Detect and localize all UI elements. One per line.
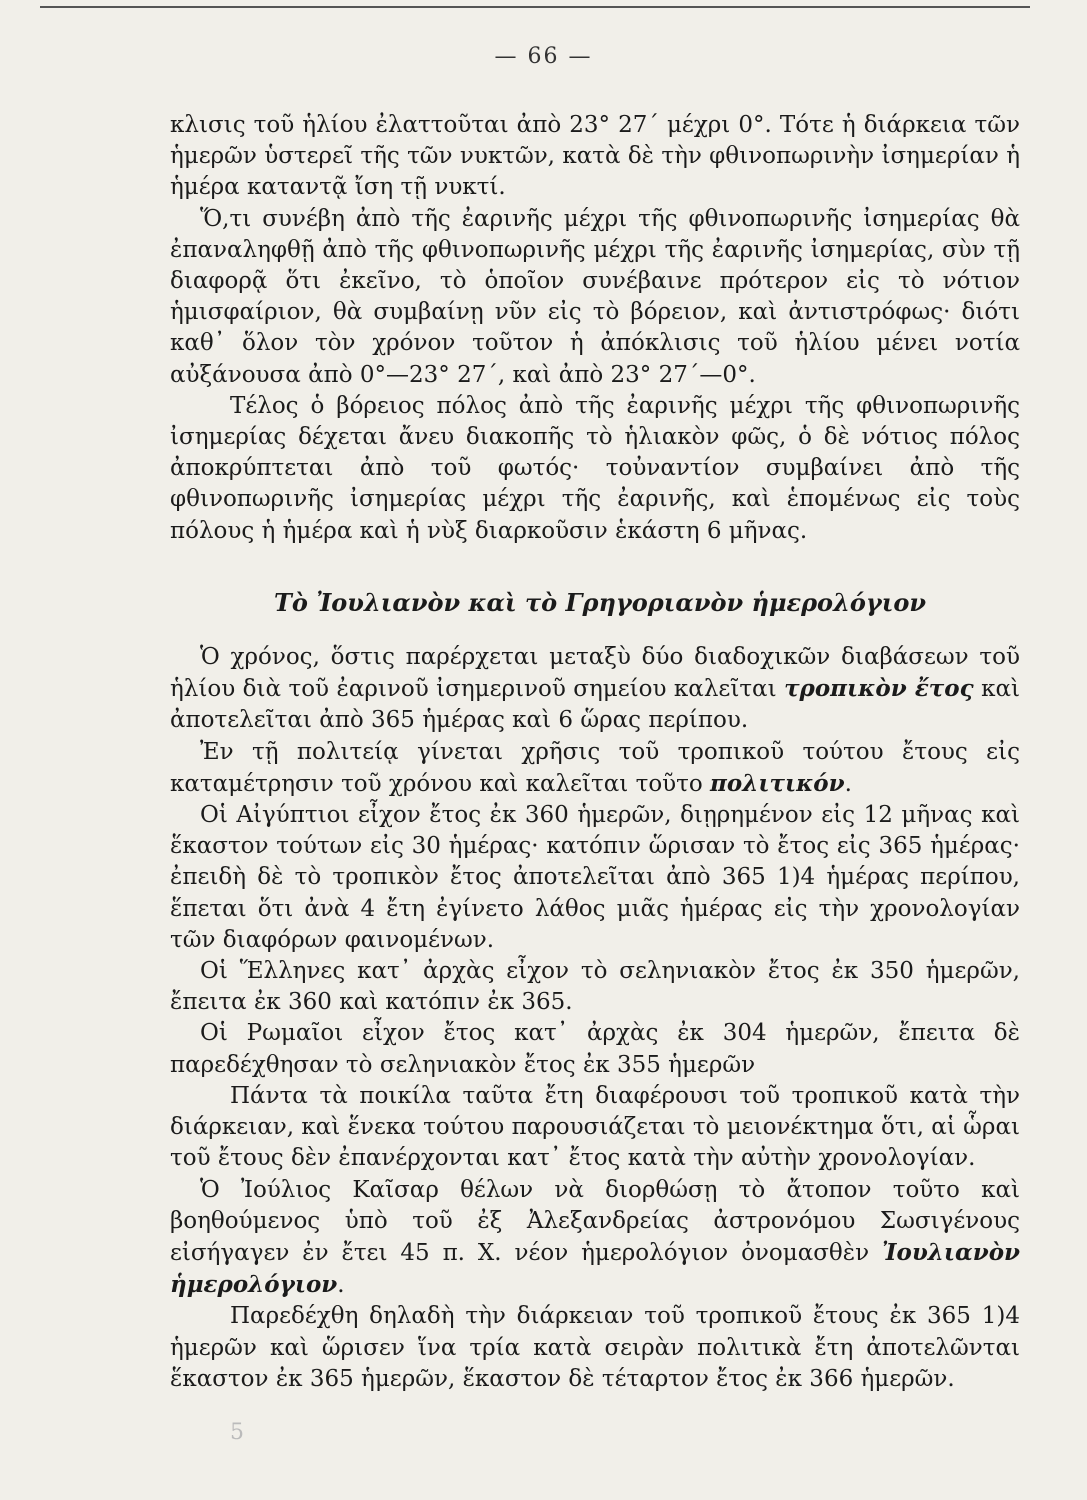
tropical-text-after: καὶ ἀποτελεῖται ἀπὸ 365 ἡμέρας καὶ 6 ὥρας περίπου. <box>170 676 1020 734</box>
page-body <box>170 110 1020 1395</box>
paragraph-poles: Τέλος ὁ βόρειος πόλος ἀπὸ τῆς ἐαρινῆς μέχρι τῆς φθινοπωρινῆς ἰσημερίας δέχεται ἄνευ διακοπῆς τὸ ἡλιακὸν φῶς, ὁ δὲ νότιος πόλος ἀποκρύπτεται ἀπὸ τοῦ φωτός· τοὐναντίον συμβαίνει ἀπὸ τῆς φθινοπωρινῆς ἰσημερίας μέχρι τῆς ἐαρινῆς, καὶ ἑπομένως εἰς τοὺς πόλους ἡ ἡμέρα καὶ ἡ νὺξ διαρκοῦσιν ἑκάστη 6 μῆνας. <box>170 392 1020 544</box>
civil-year-term: πολιτικόν <box>710 769 845 797</box>
paragraph-leap-years: Παρεδέχθη δηλαδὴ τὴν διάρκειαν τοῦ τροπικοῦ ἔτους ἐκ 365 1)4 ἡμερῶν καὶ ὥρισεν ἵνα τρία κατὰ σειρὰν πολιτικὰ ἔτη ἀποτελῶνται ἕκαστον ἐκ 365 ἡμερῶν, ἕκαστον δὲ τέταρτον ἔτος ἐκ 366 ἡμερῶν. <box>170 1303 1020 1392</box>
section-heading: Τὸ Ἰουλιανὸν καὶ τὸ Γρηγοριανὸν ἡμερολόγιον <box>273 587 927 617</box>
paragraph-civil-year <box>170 737 1020 800</box>
page-top-rule <box>40 0 1030 8</box>
paragraph-tropical-year <box>170 642 1020 737</box>
julian-calendar-term: Ἰουλιανὸν ἡμερολόγιον <box>170 1238 1020 1299</box>
tropical-text-before: Ὁ χρόνος, ὅστις παρέρχεται μεταξὺ δύο διαδοχικῶν διαβάσεων τοῦ ἡλίου διὰ τοῦ ἐαρινοῦ ἰσημερινοῦ σημείου καλεῖται <box>170 644 1020 703</box>
paragraph-declination: κλισις τοῦ ἡλίου ἐλαττοῦται ἀπὸ 23° 27΄ μέχρι 0°. Τότε ἡ διάρκεια τῶν ἡμερῶν ὑστερεῖ τῆς τῶν νυκτῶν, κατὰ δὲ τὴν φθινοπωρινὴν ἰσημερίαν ἡ ἡμέρα καταντᾷ ἴση τῇ νυκτί. <box>170 112 1020 201</box>
paragraph-equinox-repeat: Ὅ,τι συνέβη ἀπὸ τῆς ἐαρινῆς μέχρι τῆς φθινοπωρινῆς ἰσημερίας θὰ ἐπαναληφθῇ ἀπὸ τῆς φθινοπωρινῆς μέχρι τῆς ἐαρινῆς ἰσημερίας, σὺν τῇ διαφορᾷ ὅτι ἐκεῖνο, τὸ ὁποῖον συνέβαινε πρότερον εἰς τὸ νότιον ἡμισφαίριον, θὰ συμβαίνῃ νῦν εἰς τὸ βόρειον, καὶ ἀντιστρόφως· διότι καθ᾽ ὅλον τὸν χρόνον τοῦτον ἡ ἀπόκλισις τοῦ ἡλίου μένει νοτία αὐξάνουσα ἀπὸ 0°—23° 27΄, καὶ ἀπὸ 23° 27΄—0°. <box>170 205 1020 388</box>
page-number: — 66 — <box>494 44 593 69</box>
julian-text-before: Ὁ Ἰούλιος Καῖσαρ θέλων νὰ διορθώσῃ τὸ ἄτοπον τοῦτο καὶ βοηθούμενος ὑπὸ τοῦ ἐξ Ἀλεξανδρείας ἀστρονόμου Σωσιγένους εἰσήγαγεν ἐν ἔτει 45 π. Χ. νέον ἡμερολόγιον ὀνομασθὲν <box>170 1176 1020 1266</box>
paragraph-various-years: Πάντα τὰ ποικίλα ταῦτα ἔτη διαφέρουσι τοῦ τροπικοῦ κατὰ τὴν διάρκειαν, καὶ ἕνεκα τούτου παρουσιάζεται τὸ μειονέκτημα ὅτι, αἱ ὧραι τοῦ ἔτους δὲν ἐπανέρχονται κατ᾽ ἔτος κατὰ τὴν αὐτὴν χρονολογίαν. <box>170 1082 1020 1172</box>
paragraph-egyptians: Οἱ Αἰγύπτιοι εἶχον ἔτος ἐκ 360 ἡμερῶν, διῃρημένον εἰς 12 μῆνας καὶ ἕκαστον τούτων εἰς 30 ἡμέρας· κατόπιν ὥρισαν τὸ ἔτος εἰς 365 ἡμέρας· ἐπειδὴ δὲ τὸ τροπικὸν ἔτος ἀποτελεῖται ἀπὸ 365 1)4 ἡμέρας περίπου, ἕπεται ὅτι ἀνὰ 4 ἔτη ἐγίνετο λάθος μιᾶς ἡμέρας εἰς τὴν χρονολογίαν τῶν διαφόρων φαινομένων. <box>170 802 1020 953</box>
paragraph-romans: Οἱ Ρωμαῖοι εἶχον ἔτος κατ᾽ ἀρχὰς ἐκ 304 ἡμερῶν, ἔπειτα δὲ παρεδέχθησαν τὸ σεληνιακὸν ἔτος ἐκ 355 ἡμερῶν <box>170 1020 1020 1078</box>
tropical-year-term: τροπικὸν ἔτος <box>784 675 974 703</box>
civil-text-before: Ἐν τῇ πολιτείᾳ γίνεται χρῆσις τοῦ τροπικοῦ τούτου ἔτους εἰς καταμέτρησιν τοῦ χρόνου καὶ καλεῖται τοῦτο <box>170 738 1020 797</box>
civil-text-after: . <box>844 770 852 797</box>
paragraph-julius-caesar <box>170 1175 1020 1302</box>
bleed-through-mark: 5 <box>230 1420 244 1445</box>
paragraph-greeks: Οἱ Ἕλληνες κατ᾽ ἀρχὰς εἶχον τὸ σεληνιακὸν ἔτος ἐκ 350 ἡμερῶν, ἔπειτα ἐκ 360 καὶ κατόπιν ἐκ 365. <box>170 958 1020 1016</box>
julian-text-after: . <box>337 1272 345 1299</box>
